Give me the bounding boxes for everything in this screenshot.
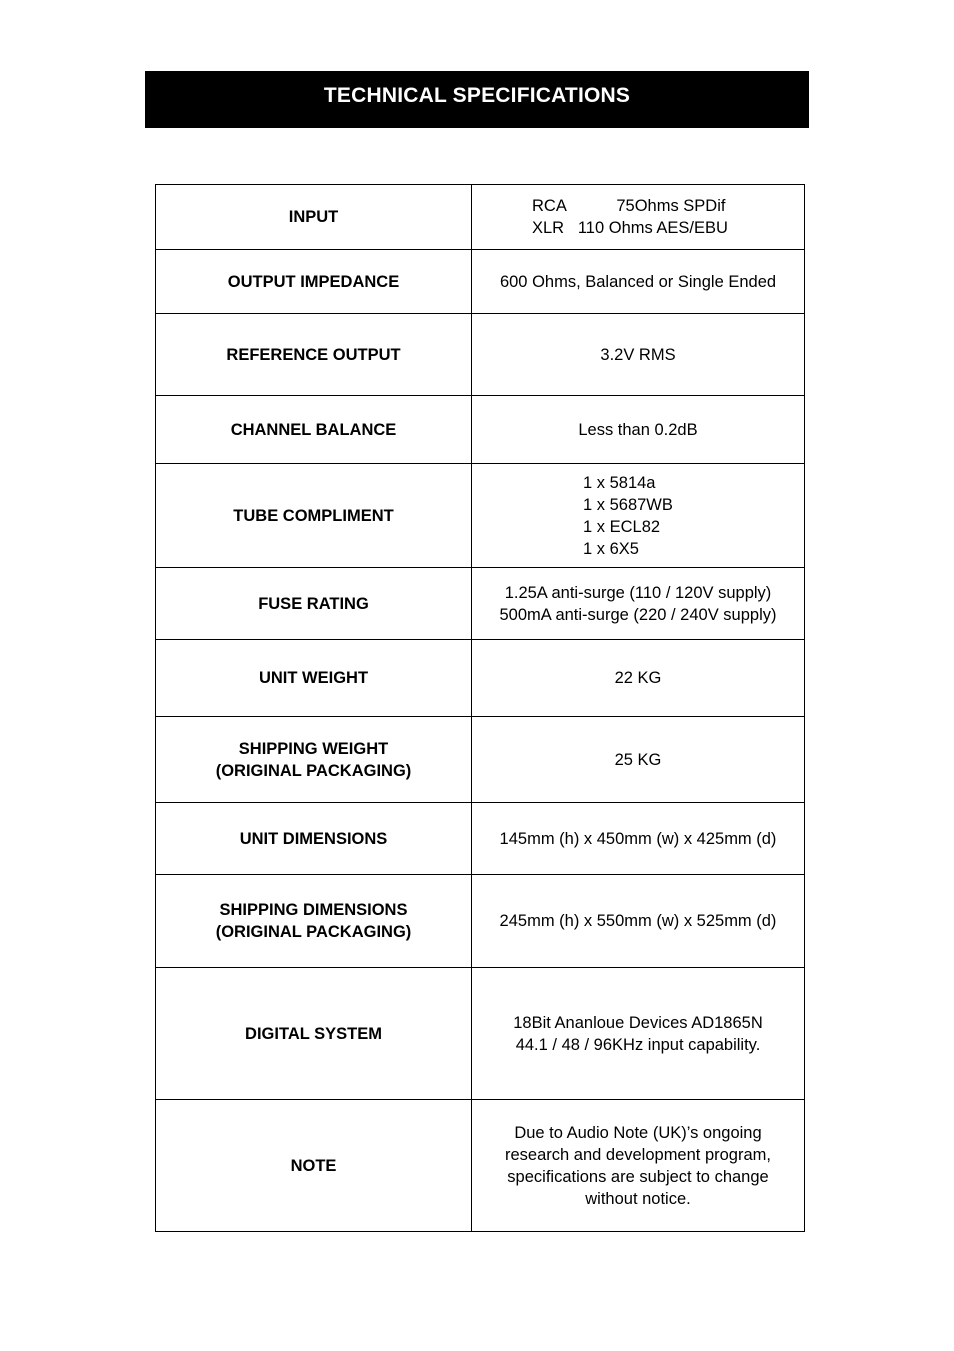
spec-value: RCA 75Ohms SPDif XLR 110 Ohms AES/EBU [472, 185, 805, 250]
spec-label: SHIPPING WEIGHT (ORIGINAL PACKAGING) [156, 717, 472, 803]
spec-label: CHANNEL BALANCE [156, 396, 472, 464]
spec-label: OUTPUT IMPEDANCE [156, 250, 472, 314]
spec-value: Less than 0.2dB [472, 396, 805, 464]
spec-value: 3.2V RMS [472, 314, 805, 396]
spec-value: 1.25A anti-surge (110 / 120V supply) 500mA anti-surge (220 / 240V supply) [472, 568, 805, 640]
spec-value: 145mm (h) x 450mm (w) x 425mm (d) [472, 803, 805, 875]
table-row-input [156, 185, 805, 250]
table-row-digital-system [156, 968, 805, 1100]
spec-table [155, 184, 805, 1232]
page-title-text: TECHNICAL SPECIFICATIONS [323, 83, 631, 107]
spec-label: UNIT WEIGHT [156, 640, 472, 717]
spec-value: 18Bit Ananloue Devices AD1865N 44.1 / 48 / 96KHz input capability. [472, 968, 805, 1100]
page-title [145, 71, 809, 128]
spec-label: FUSE RATING [156, 568, 472, 640]
table-row-unit-weight [156, 640, 805, 717]
table-row-shipping-weight [156, 717, 805, 803]
spec-label: DIGITAL SYSTEM [156, 968, 472, 1100]
spec-label: UNIT DIMENSIONS [156, 803, 472, 875]
spec-label: TUBE COMPLIMENT [156, 464, 472, 568]
table-row-shipping-dimensions [156, 875, 805, 968]
table-row-output-impedance [156, 250, 805, 314]
spec-value: 22 KG [472, 640, 805, 717]
spec-label: SHIPPING DIMENSIONS (ORIGINAL PACKAGING) [156, 875, 472, 968]
table-row-fuse-rating [156, 568, 805, 640]
spec-label: NOTE [156, 1100, 472, 1232]
spec-label: INPUT [156, 185, 472, 250]
table-row-channel-balance [156, 396, 805, 464]
spec-value: 1 x 5814a 1 x 5687WB 1 x ECL82 1 x 6X5 [472, 464, 805, 568]
spec-value: 600 Ohms, Balanced or Single Ended [472, 250, 805, 314]
spec-value: 245mm (h) x 550mm (w) x 525mm (d) [472, 875, 805, 968]
table-row-note [156, 1100, 805, 1232]
table-row-unit-dimensions [156, 803, 805, 875]
spec-value: Due to Audio Note (UK)’s ongoing research and development program, specifications are subject to change without notice. [472, 1100, 805, 1232]
spec-value: 25 KG [472, 717, 805, 803]
table-row-tube-compliment [156, 464, 805, 568]
table-row-reference-output [156, 314, 805, 396]
spec-label: REFERENCE OUTPUT [156, 314, 472, 396]
